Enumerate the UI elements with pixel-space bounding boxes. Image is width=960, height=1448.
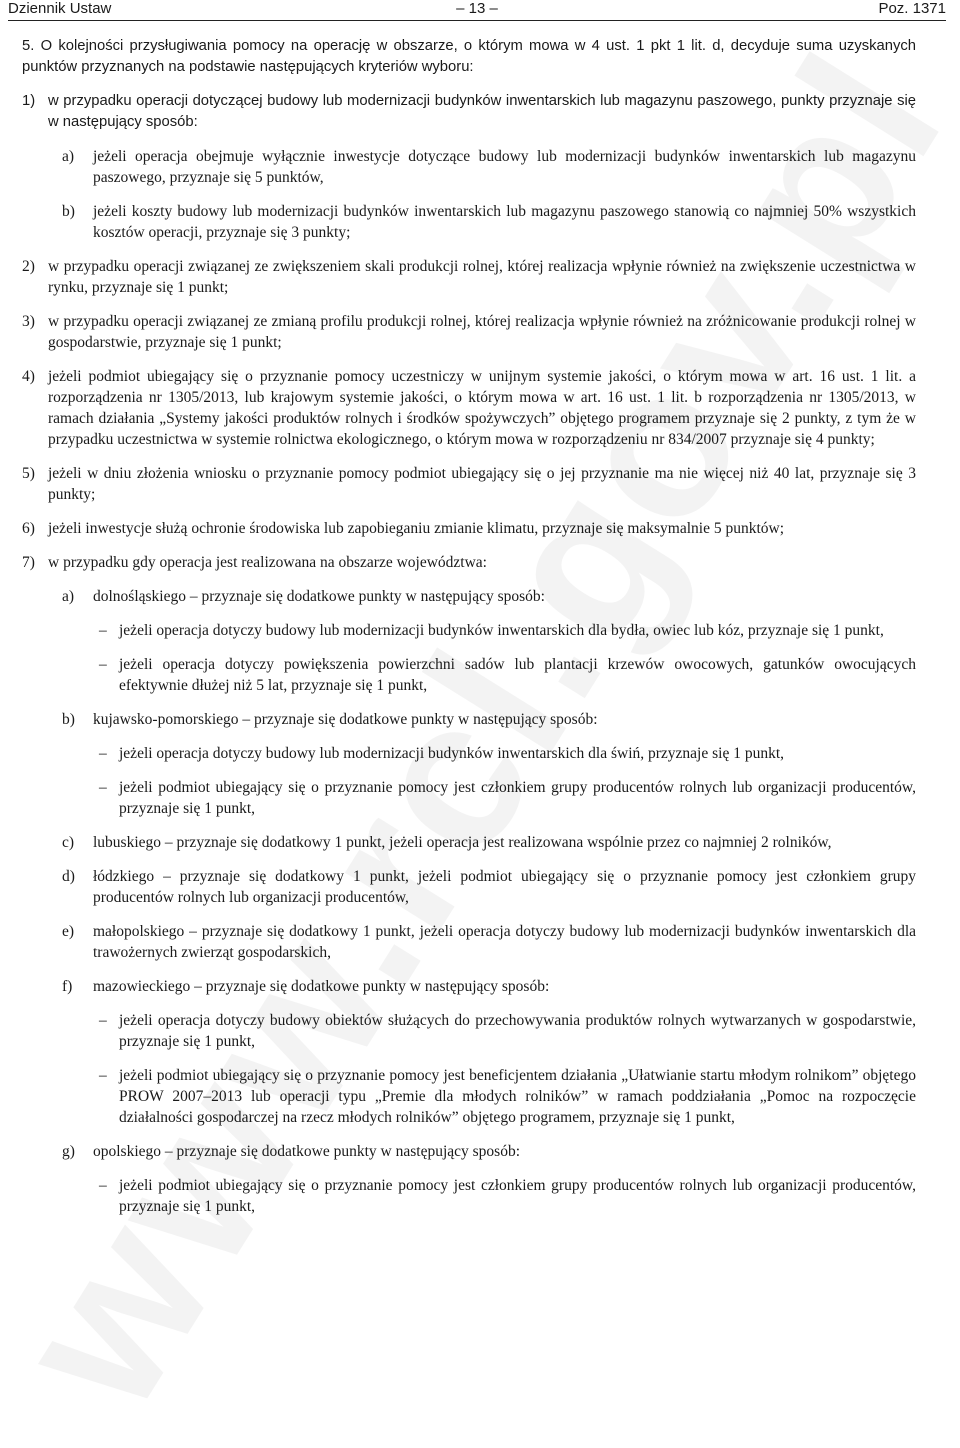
voivodeship-e bbox=[22, 921, 916, 963]
voivodeship-f-dash-1 bbox=[22, 1010, 916, 1052]
criterion-item-6 bbox=[22, 518, 916, 539]
document-body bbox=[22, 36, 916, 1217]
dash-text: jeżeli operacja dotyczy budowy obiektów służących do przechowywania produktów rolnych wytwarzanych w gospodarstwie, przyznaje się 1 punkt, bbox=[119, 1012, 916, 1050]
dash-marker: – bbox=[99, 1012, 107, 1029]
voivodeship-c bbox=[22, 832, 916, 853]
dash-text: jeżeli podmiot ubiegający się o przyznanie pomocy jest beneficjentem działania „Ułatwianie startu młodym rolnikom” objętego PROW 2007–2013 lub operacji typu „Premie dla młodych rolników” w ramach poddziałania „Pomoc na rozpoczęcie działalności gospodarczej na rzecz młodych rolników” objętego programem, przyznaje się 1 punkt, bbox=[119, 1067, 916, 1126]
dash-text: jeżeli operacja dotyczy budowy lub modernizacji budynków inwentarskich dla świń, przyznaje się 1 punkt, bbox=[119, 745, 785, 762]
voivodeship-a-dash-1 bbox=[22, 620, 916, 641]
sub-marker: b) bbox=[62, 711, 75, 728]
criterion-item-7 bbox=[22, 552, 916, 573]
item-marker: 7) bbox=[22, 554, 35, 571]
criterion-1-sub-b bbox=[22, 201, 916, 243]
sub-text: opolskiego – przyznaje się dodatkowe punkty w następujący sposób: bbox=[93, 1143, 521, 1160]
dash-marker: – bbox=[99, 745, 107, 762]
voivodeship-f bbox=[22, 976, 916, 997]
page-number: – 13 – bbox=[456, 0, 498, 17]
item-text: w przypadku operacji dotyczącej budowy lub modernizacji budynków inwentarskich lub magazynu paszowego, punkty przyznaje się w następujący sposób: bbox=[48, 93, 916, 130]
item-text: jeżeli w dniu złożenia wniosku o przyznanie pomocy podmiot ubiegający się o jej przyznanie ma nie więcej niż 40 lat, przyznaje się 3 punkty; bbox=[48, 465, 916, 503]
item-text: w przypadku gdy operacja jest realizowana na obszarze województwa: bbox=[48, 554, 487, 571]
dash-marker: – bbox=[99, 656, 107, 673]
voivodeship-b-dash-2 bbox=[22, 777, 916, 819]
sub-marker: g) bbox=[62, 1143, 75, 1160]
voivodeship-b-dash-1 bbox=[22, 743, 916, 764]
dash-text: jeżeli operacja dotyczy budowy lub modernizacji budynków inwentarskich dla bydła, owiec lub kóz, przyznaje się 1 punkt, bbox=[119, 622, 884, 639]
dash-marker: – bbox=[99, 1067, 107, 1084]
criterion-item-4 bbox=[22, 366, 916, 450]
item-marker: 4) bbox=[22, 368, 35, 385]
sub-text: jeżeli koszty budowy lub modernizacji budynków inwentarskich lub magazynu paszowego stanowią co najmniej 50% wszystkich kosztów operacji, przyznaje się 3 punkty; bbox=[93, 203, 916, 241]
dash-text: jeżeli podmiot ubiegający się o przyznanie pomocy jest członkiem grupy producentów rolnych lub organizacji producentów, przyznaje się 1 punkt, bbox=[119, 779, 916, 817]
voivodeship-g bbox=[22, 1141, 916, 1162]
dash-marker: – bbox=[99, 1177, 107, 1194]
header-rule bbox=[8, 20, 946, 21]
voivodeship-a bbox=[22, 586, 916, 607]
criterion-item-2 bbox=[22, 256, 916, 298]
voivodeship-g-dash-1 bbox=[22, 1175, 916, 1217]
sub-text: jeżeli operacja obejmuje wyłącznie inwestycje dotyczące budowy lub modernizacji budynków inwentarskich lub magazynu paszowego, przyznaje się 5 punktów, bbox=[93, 148, 916, 186]
sub-marker: f) bbox=[62, 978, 73, 995]
criterion-item-5 bbox=[22, 463, 916, 505]
journal-title: Dziennik Ustaw bbox=[8, 0, 112, 17]
intro-paragraph: 5. O kolejności przysługiwania pomocy na operację w obszarze, o którym mowa w 4 ust. 1 pkt 1 lit. d, decyduje suma uzyskanych punktów przyznanych na podstawie następujących kryteriów wyboru: bbox=[22, 38, 916, 75]
sub-text: kujawsko-pomorskiego – przyznaje się dodatkowe punkty w następujący sposób: bbox=[93, 711, 598, 728]
page-header bbox=[8, 0, 946, 20]
dash-marker: – bbox=[99, 622, 107, 639]
sub-marker: b) bbox=[62, 203, 75, 220]
criterion-1-sub-a bbox=[22, 146, 916, 188]
position-number: Poz. 1371 bbox=[878, 0, 946, 17]
item-marker: 3) bbox=[22, 313, 35, 330]
item-text: w przypadku operacji związanej ze zwiększeniem skali produkcji rolnej, której realizacja wpłynie również na zwiększenie uczestnictwa w rynku, przyznaje się 1 punkt; bbox=[48, 258, 916, 296]
sub-text: łódzkiego – przyznaje się dodatkowy 1 punkt, jeżeli podmiot ubiegający się o przyznanie pomocy jest członkiem grupy producentów rolnych lub organizacji producentów, bbox=[93, 868, 916, 906]
sub-marker: a) bbox=[62, 148, 75, 165]
dash-text: jeżeli operacja dotyczy powiększenia powierzchni sadów lub plantacji krzewów owocowych, gatunków owocujących efektywnie dłużej niż 5 lat, przyznaje się 1 punkt, bbox=[119, 656, 916, 694]
sub-text: małopolskiego – przyznaje się dodatkowy 1 punkt, jeżeli operacja dotyczy budowy lub modernizacji budynków inwentarskich dla trawożernych zwierząt gospodarskich, bbox=[93, 923, 916, 961]
item-marker: 5) bbox=[22, 465, 35, 482]
item-text: jeżeli inwestycje służą ochronie środowiska lub zapobieganiu zmianie klimatu, przyznaje się maksymalnie 5 punktów; bbox=[48, 520, 785, 537]
item-text: w przypadku operacji związanej ze zmianą profilu produkcji rolnej, której realizacja wpłynie również na zróżnicowanie produkcji rolnej w gospodarstwie, przyznaje się 1 punkt; bbox=[48, 313, 916, 351]
criterion-item-1 bbox=[22, 91, 916, 133]
item-marker: 1) bbox=[22, 93, 36, 109]
sub-marker: c) bbox=[62, 834, 75, 851]
sub-text: lubuskiego – przyznaje się dodatkowy 1 punkt, jeżeli operacja jest realizowana wspólnie przez co najmniej 2 rolników, bbox=[93, 834, 832, 851]
sub-text: mazowieckiego – przyznaje się dodatkowe punkty w następujący sposób: bbox=[93, 978, 550, 995]
voivodeship-f-dash-2 bbox=[22, 1065, 916, 1128]
sub-marker: a) bbox=[62, 588, 75, 605]
dash-marker: – bbox=[99, 779, 107, 796]
voivodeship-b bbox=[22, 709, 916, 730]
dash-text: jeżeli podmiot ubiegający się o przyznanie pomocy jest członkiem grupy producentów rolnych lub organizacji producentów, przyznaje się 1 punkt, bbox=[119, 1177, 916, 1215]
item-text: jeżeli podmiot ubiegający się o przyznanie pomocy uczestniczy w unijnym systemie jakości, o którym mowa w art. 16 ust. 1 lit. a rozporządzenia nr 1305/2013, lub krajowym systemie jakości, o którym mowa w art. 16 ust. 1 lit. b rozporządzenia nr 1305/2013, w ramach działania „Systemy jakości produktów rolnych i środków spożywczych” objętego programem przyznaje się 2 punkty, z tym że w przypadku uczestnictwa w systemie rolnictwa ekologicznego, o którym mowa w rozporządzeniu nr 834/2007 przyznaje się 4 punkty; bbox=[48, 368, 916, 448]
criterion-item-3 bbox=[22, 311, 916, 353]
voivodeship-a-dash-2 bbox=[22, 654, 916, 696]
voivodeship-d bbox=[22, 866, 916, 908]
sub-text: dolnośląskiego – przyznaje się dodatkowe punkty w następujący sposób: bbox=[93, 588, 545, 605]
sub-marker: d) bbox=[62, 868, 75, 885]
sub-marker: e) bbox=[62, 923, 75, 940]
item-marker: 2) bbox=[22, 258, 35, 275]
item-marker: 6) bbox=[22, 520, 35, 537]
